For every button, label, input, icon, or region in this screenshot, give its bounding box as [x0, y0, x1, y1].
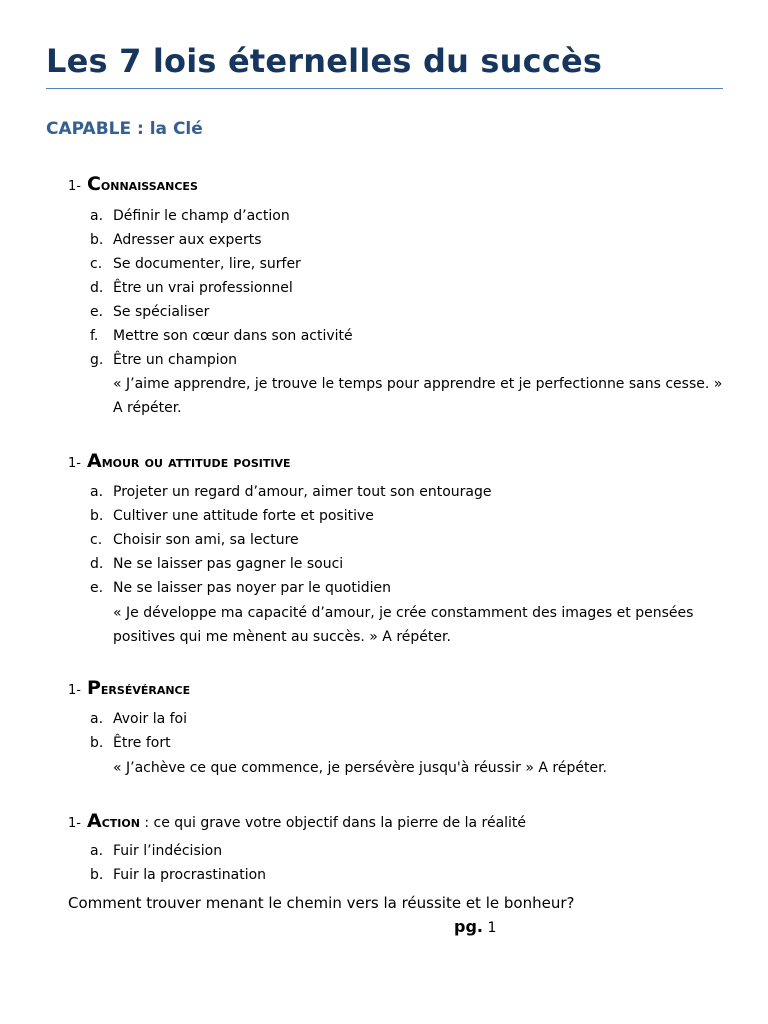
quote-line: « Je développe ma capacité d’amour, je crée constamment des images et pensées	[113, 605, 694, 621]
list-item: c. Choisir son ami, sa lecture	[90, 532, 299, 548]
section-number: 1-	[68, 683, 81, 698]
list-item: g. Être un champion	[90, 352, 238, 368]
page-number	[454, 917, 496, 936]
page-number-value: 1	[487, 920, 497, 936]
quote-line: positives qui me mènent au succès. » A répéter.	[113, 629, 451, 645]
list-item: a. Définir le champ d’action	[90, 208, 290, 224]
section-subtitle: : ce qui grave votre objectif dans la pierre de la réalité	[139, 815, 527, 831]
section-title: Connaissances	[86, 173, 198, 195]
document-title: Les 7 lois éternelles du succès	[46, 42, 603, 80]
quote-line: « J’aime apprendre, je trouve le temps pour apprendre et je perfectionne sans cesse. »	[113, 376, 723, 392]
list-item: d. Ne se laisser pas gagner le souci	[90, 556, 344, 572]
document-subtitle: CAPABLE : la Clé	[46, 119, 203, 139]
page-label: pg.	[454, 917, 483, 936]
closing-question: Comment trouver menant le chemin vers la réussite et le bonheur?	[68, 894, 575, 912]
section-heading-connaissances	[68, 174, 198, 197]
section-title: Action	[86, 810, 140, 832]
list-item: d. Être un vrai professionnel	[90, 280, 293, 296]
list-item: b. Fuir la procrastination	[90, 867, 267, 883]
list-item: e. Ne se laisser pas noyer par le quotidien	[90, 580, 392, 596]
section-heading-amour	[68, 451, 290, 474]
title-underline	[46, 88, 723, 89]
list-item: b. Être fort	[90, 735, 171, 751]
section-number: 1-	[68, 179, 81, 194]
list-item: b. Adresser aux experts	[90, 232, 262, 248]
list-item: e. Se spécialiser	[90, 304, 210, 320]
quote-line: « J’achève ce que commence, je persévère jusqu'à réussir » A répéter.	[113, 760, 607, 776]
list-item: f. Mettre son cœur dans son activité	[90, 328, 353, 344]
list-item: a. Fuir l’indécision	[90, 843, 223, 859]
list-item: c. Se documenter, lire, surfer	[90, 256, 301, 272]
section-heading-action	[68, 811, 526, 834]
section-number: 1-	[68, 816, 81, 831]
list-item: a. Projeter un regard d’amour, aimer tout son entourage	[90, 484, 492, 500]
list-item: b. Cultiver une attitude forte et positive	[90, 508, 374, 524]
section-heading-perseverance	[68, 678, 190, 701]
section-number: 1-	[68, 456, 81, 471]
section-title: Persévérance	[86, 677, 191, 699]
list-item: a. Avoir la foi	[90, 711, 188, 727]
quote-line: A répéter.	[113, 400, 182, 416]
section-title: Amour ou attitude positive	[86, 450, 291, 472]
